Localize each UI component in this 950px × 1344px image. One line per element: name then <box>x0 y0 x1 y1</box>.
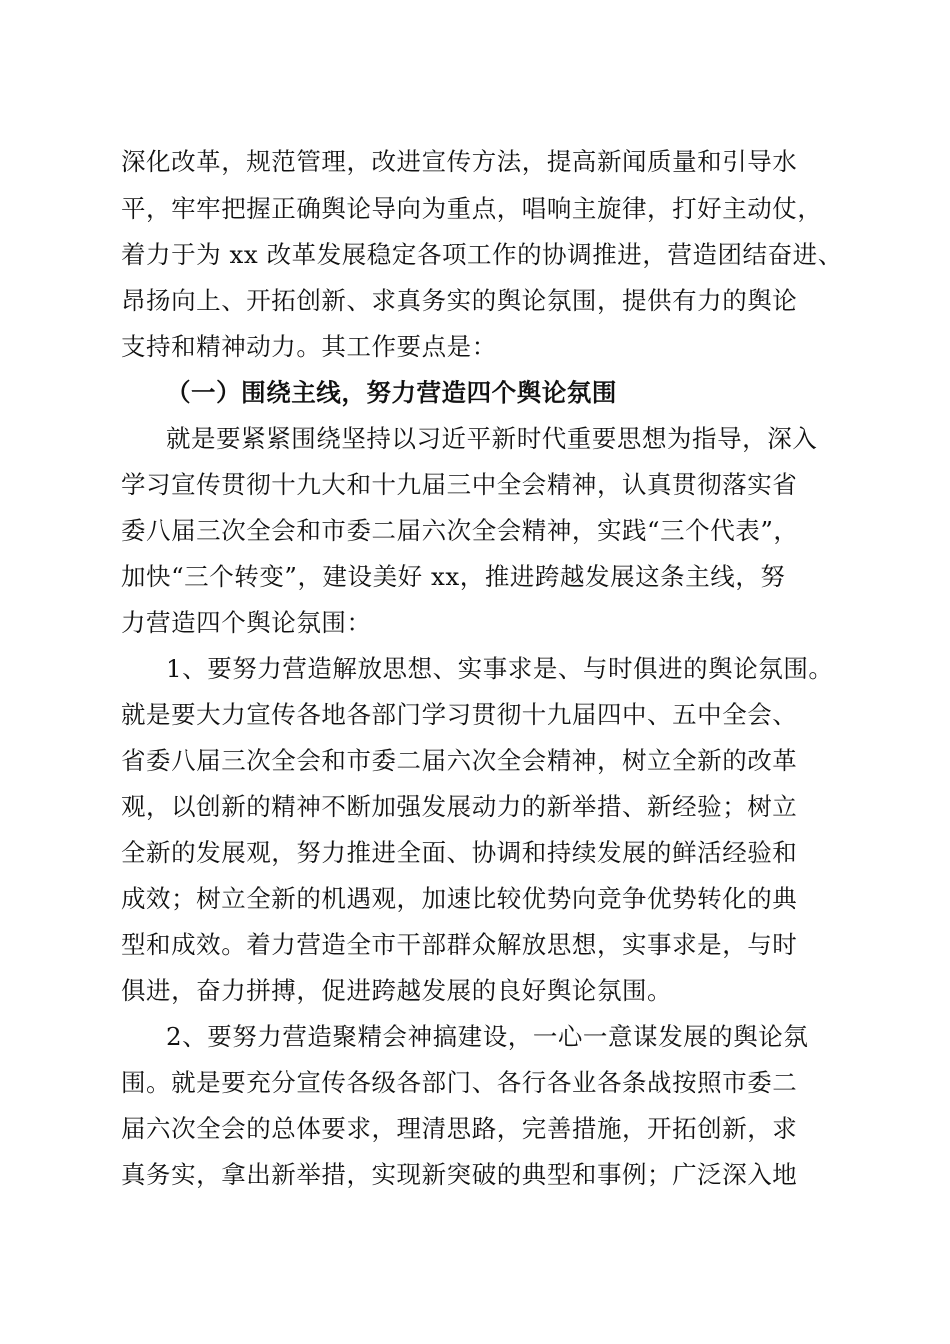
paragraph-line: 就是要大力宣传各地各部门学习贯彻十九届四中、五中全会、 <box>121 700 798 729</box>
paragraph-line: 全新的发展观，努力推进全面、协调和持续发展的鲜活经验和 <box>121 838 798 867</box>
paragraph-line: 俱进，奋力拼搏，促进跨越发展的良好舆论氛围。 <box>121 976 673 1005</box>
paragraph-line: 型和成效。着力营造全市干部群众解放思想，实事求是，与时 <box>121 930 798 959</box>
paragraph-line: 观，以创新的精神不断加强发展动力的新举措、新经验；树立 <box>121 792 798 821</box>
paragraph-line: 昂扬向上、开拓创新、求真务实的舆论氛围，提供有力的舆论 <box>121 286 798 315</box>
paragraph-line: 支持和精神动力。其工作要点是： <box>121 332 497 361</box>
paragraph-line: 围。就是要充分宣传各级各部门、各行各业各条战按照市委二 <box>121 1068 798 1097</box>
paragraph-line: 着力于为 xx 改革发展稳定各项工作的协调推进，营造团结奋进、 <box>121 240 843 269</box>
paragraph-line: 加快“三个转变”，建设美好 xx，推进跨越发展这条主线，努 <box>121 562 786 591</box>
paragraph-line: 真务实，拿出新举措，实现新突破的典型和事例；广泛深入地 <box>121 1160 798 1189</box>
section-heading: （一）围绕主线，努力营造四个舆论氛围 <box>166 378 617 407</box>
paragraph-line: 届六次全会的总体要求，理清思路，完善措施，开拓创新，求 <box>121 1114 798 1143</box>
paragraph-line: 学习宣传贯彻十九大和十九届三中全会精神，认真贯彻落实省 <box>121 470 798 499</box>
paragraph-line: 深化改革，规范管理，改进宣传方法，提高新闻质量和引导水 <box>121 147 798 176</box>
paragraph-line: 力营造四个舆论氛围： <box>121 608 372 637</box>
paragraph-line: 平，牢牢把握正确舆论导向为重点，唱响主旋律，打好主动仗， <box>121 194 823 223</box>
paragraph-line: 省委八届三次全会和市委二届六次全会精神，树立全新的改革 <box>121 746 798 775</box>
paragraph-line: 就是要紧紧围绕坚持以习近平新时代重要思想为指导，深入 <box>166 424 818 453</box>
paragraph-line: 2、要努力营造聚精会神搞建设，一心一意谋发展的舆论氛 <box>166 1022 809 1051</box>
paragraph-line: 1、要努力营造解放思想、实事求是、与时俱进的舆论氛围。 <box>166 654 834 683</box>
paragraph-line: 成效；树立全新的机遇观，加速比较优势向竞争优势转化的典 <box>121 884 798 913</box>
paragraph-line: 委八届三次全会和市委二届六次全会精神，实践“三个代表”， <box>121 516 799 545</box>
